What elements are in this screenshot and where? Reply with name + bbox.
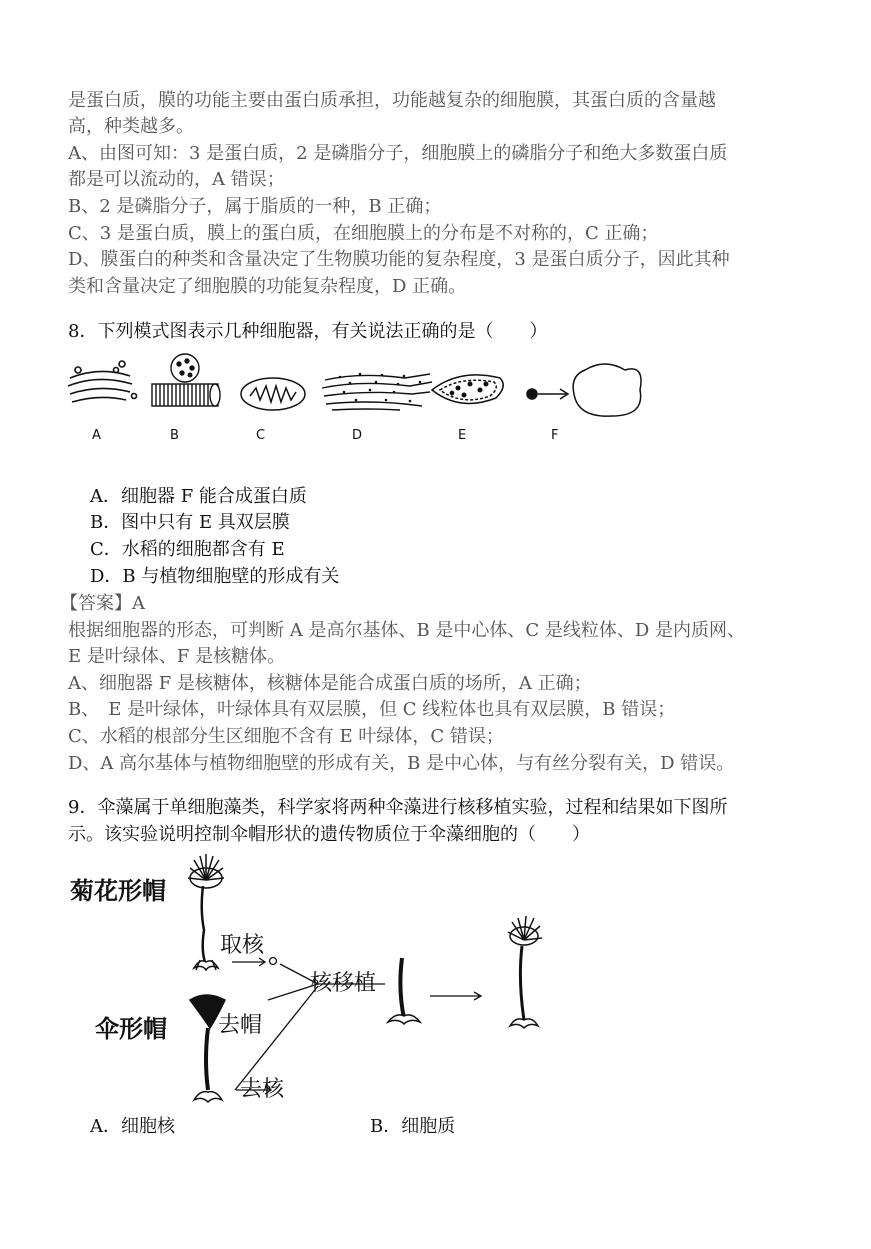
- question-8-answer: 【答案】A: [60, 593, 145, 614]
- question-8-option-a: A．细胞器 F 能合成蛋白质: [90, 486, 307, 507]
- question-8-option-b: B．图中只有 E 具双层膜: [90, 512, 290, 533]
- explanation-line: 高，种类越多。: [68, 116, 194, 137]
- explanation-line: 是蛋白质，膜的功能主要由蛋白质承担，功能越复杂的细胞膜，其蛋白质的含量越: [68, 90, 716, 111]
- question-8-option-c: C．水稻的细胞都含有 E: [90, 539, 285, 560]
- recipient-stalk: [388, 958, 420, 1024]
- explanation-line: A、由图可知：3 是蛋白质，2 是磷脂分子，细胞膜上的磷脂分子和绝大多数蛋白质: [68, 143, 728, 164]
- explanation-line: C、3 是蛋白质，膜上的蛋白质，在细胞膜上的分布是不对称的，C 正确；: [68, 223, 659, 244]
- label-nuclear-transplant: 核移植: [310, 971, 377, 996]
- figure-label-c: C: [256, 428, 266, 443]
- question-8-explanation-line: B、 E 是叶绿体，叶绿体具有双层膜，但 C 线粒体也具有双层膜，B 错误；: [68, 699, 676, 720]
- question-8-explanation-line: A、细胞器 F 是核糖体，核糖体是能合成蛋白质的场所，A 正确；: [68, 673, 592, 694]
- explanation-line: D、膜蛋白的种类和含量决定了生物膜功能的复杂程度，3 是蛋白质分子，因此其种: [68, 249, 730, 270]
- question-9-option-a: A．细胞核: [90, 1116, 175, 1137]
- question-9-option-b: B．细胞质: [370, 1116, 456, 1137]
- explanation-line: 类和含量决定了细胞膜的功能复杂程度，D 正确。: [68, 276, 467, 297]
- figure-label-e: E: [458, 428, 467, 443]
- regenerated-alga: [508, 916, 542, 1028]
- ribosome-drawing: [527, 364, 641, 416]
- question-8-explanation-line: 根据细胞器的形态，可判断 A 是高尔基体、B 是中心体、C 是线粒体、D 是内质网、: [68, 620, 746, 641]
- golgi-apparatus-drawing: [68, 361, 137, 402]
- figure-label-d: D: [352, 428, 363, 443]
- label-remove-cap: 去帽: [218, 1013, 263, 1038]
- chloroplast-drawing: [432, 375, 503, 404]
- chrysanthemum-cap-alga: [188, 854, 224, 970]
- result-arrow: [430, 992, 481, 1000]
- question-8-explanation-line: E 是叶绿体、F 是核糖体。: [68, 646, 286, 667]
- question-8-stem: 8．下列模式图表示几种细胞器，有关说法正确的是（ ）: [68, 321, 548, 342]
- centrosome-drawing: [152, 354, 220, 406]
- figure-label-a: A: [92, 428, 101, 443]
- question-8-option-d: D．B 与植物细胞壁的形成有关: [90, 566, 340, 587]
- question-8-explanation-line: C、水稻的根部分生区细胞不含有 E 叶绿体，C 错误；: [68, 726, 504, 747]
- question-9-stem-line: 示。该实验说明控制伞帽形状的遗传物质位于伞藻细胞的（ ）: [68, 824, 590, 845]
- figure-label-b: B: [170, 428, 179, 443]
- question-9-stem-line: 9．伞藻属于单细胞藻类，科学家将两种伞藻进行核移植实验，过程和结果如下图所: [68, 797, 728, 818]
- endoplasmic-reticulum-drawing: [322, 374, 432, 410]
- mitochondrion-drawing: [241, 378, 305, 410]
- figure-label-f: F: [551, 428, 559, 443]
- take-nucleus-arrow: [232, 958, 318, 985]
- label-take-nucleus: 取核: [220, 933, 265, 958]
- label-umbrella-cap: 伞形帽: [95, 1015, 167, 1043]
- explanation-line: B、2 是磷脂分子，属于脂质的一种，B 正确；: [68, 196, 442, 217]
- label-remove-nucleus: 去核: [240, 1077, 285, 1102]
- organelle-figure: [60, 350, 660, 425]
- label-chrysanthemum-cap: 菊花形帽: [70, 877, 166, 905]
- question-8-explanation-line: D、A 高尔基体与植物细胞壁的形成有关，B 是中心体，与有丝分裂有关，D 错误。: [68, 753, 735, 774]
- explanation-line: 都是可以流动的，A 错误；: [68, 169, 285, 190]
